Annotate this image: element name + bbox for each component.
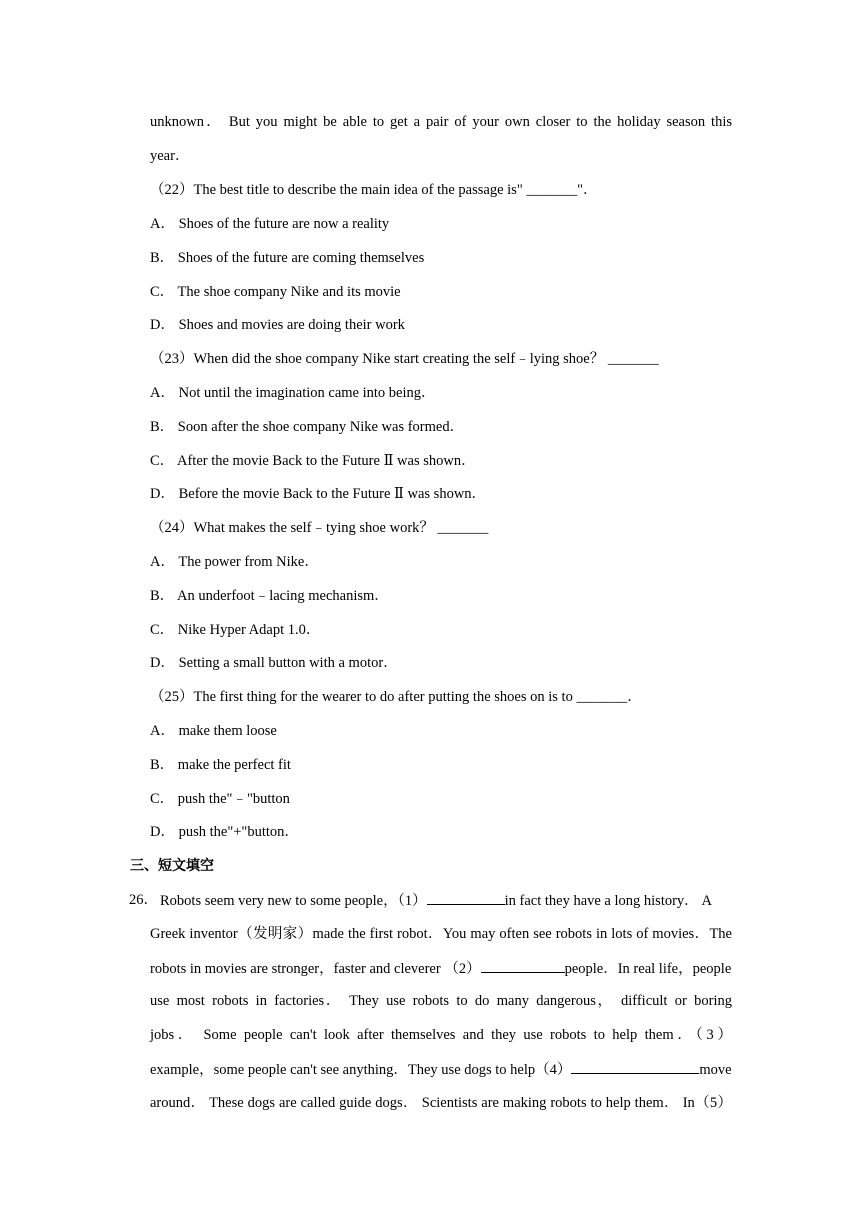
cloze-line-5: jobs． Some people can't look after themselves and they use robots to help them．（3） <box>150 1027 732 1043</box>
cloze-text: move <box>699 1062 732 1078</box>
question-25-option-b[interactable]: B． make the perfect fit <box>150 757 291 773</box>
question-22-option-c[interactable]: C． The shoe company Nike and its movie <box>150 284 401 300</box>
question-22-option-b[interactable]: B． Shoes of the future are coming themselves <box>150 250 425 266</box>
question-24-option-b[interactable]: B． An underfoot﹣lacing mechanism． <box>150 588 389 604</box>
cloze-line-2: Greek inventor（发明家）made the first robot．You may often see robots in lots of movies．The <box>150 926 732 942</box>
question-25-option-c[interactable]: C． push the"﹣"button <box>150 791 290 807</box>
cloze-text: Robots seem very new to some people，（1） <box>160 893 427 909</box>
cloze-blank-2[interactable] <box>481 958 565 973</box>
question-24-option-c[interactable]: C． Nike Hyper Adapt 1.0． <box>150 622 321 638</box>
cloze-line-7: around． These dogs are called guide dogs． Scientists are making robots to help them． In（5） <box>150 1095 732 1111</box>
question-25-stem: （25）The first thing for the wearer to do after putting the shoes on is to _______． <box>150 689 642 705</box>
question-25-option-d[interactable]: D． push the"+"button． <box>150 824 299 840</box>
cloze-text: in fact they have a long history． A <box>504 893 712 909</box>
question-23-option-a[interactable]: A． Not until the imagination came into being． <box>150 385 436 401</box>
cloze-line-4: use most robots in factories． They use robots to do many dangerous， difficult or boring <box>150 993 732 1009</box>
question-24-option-a[interactable]: A． The power from Nike． <box>150 554 319 570</box>
cloze-text: robots in movies are stronger，faster and cleverer （2） <box>150 961 481 977</box>
cloze-text: people．In real life，people <box>564 961 732 977</box>
cloze-blank-4[interactable] <box>571 1059 699 1074</box>
question-23-stem: （23）When did the shoe company Nike start creating the self﹣lying shoe？ _______ <box>150 351 659 367</box>
cloze-line-1 <box>160 890 732 911</box>
question-22-option-a[interactable]: A． Shoes of the future are now a reality <box>150 216 390 232</box>
cloze-text: example，some people can't see anything．They use dogs to help（4） <box>150 1062 572 1078</box>
question-26-number: 26． <box>129 892 158 908</box>
passage-line: unknown． But you might be able to get a pair of your own closer to the holiday season this <box>150 114 732 130</box>
question-24-option-d[interactable]: D． Setting a small button with a motor． <box>150 655 398 671</box>
question-22-option-d[interactable]: D． Shoes and movies are doing their work <box>150 317 405 333</box>
section-title: 三、短文填空 <box>130 858 214 874</box>
question-24-stem: （24）What makes the self﹣tying shoe work？ _______ <box>150 520 489 536</box>
cloze-blank-1[interactable] <box>427 890 505 905</box>
cloze-line-6 <box>150 1059 732 1080</box>
question-22-stem: （22）The best title to describe the main idea of the passage is" _______"． <box>150 182 598 198</box>
question-23-option-d[interactable]: D． Before the movie Back to the Future Ⅱ was shown． <box>150 486 487 502</box>
cloze-line-3 <box>150 958 731 979</box>
passage-line: year． <box>150 148 190 164</box>
question-25-option-a[interactable]: A． make them loose <box>150 723 277 739</box>
question-23-option-c[interactable]: C． After the movie Back to the Future Ⅱ was shown． <box>150 453 476 469</box>
question-23-option-b[interactable]: B． Soon after the shoe company Nike was formed． <box>150 419 465 435</box>
